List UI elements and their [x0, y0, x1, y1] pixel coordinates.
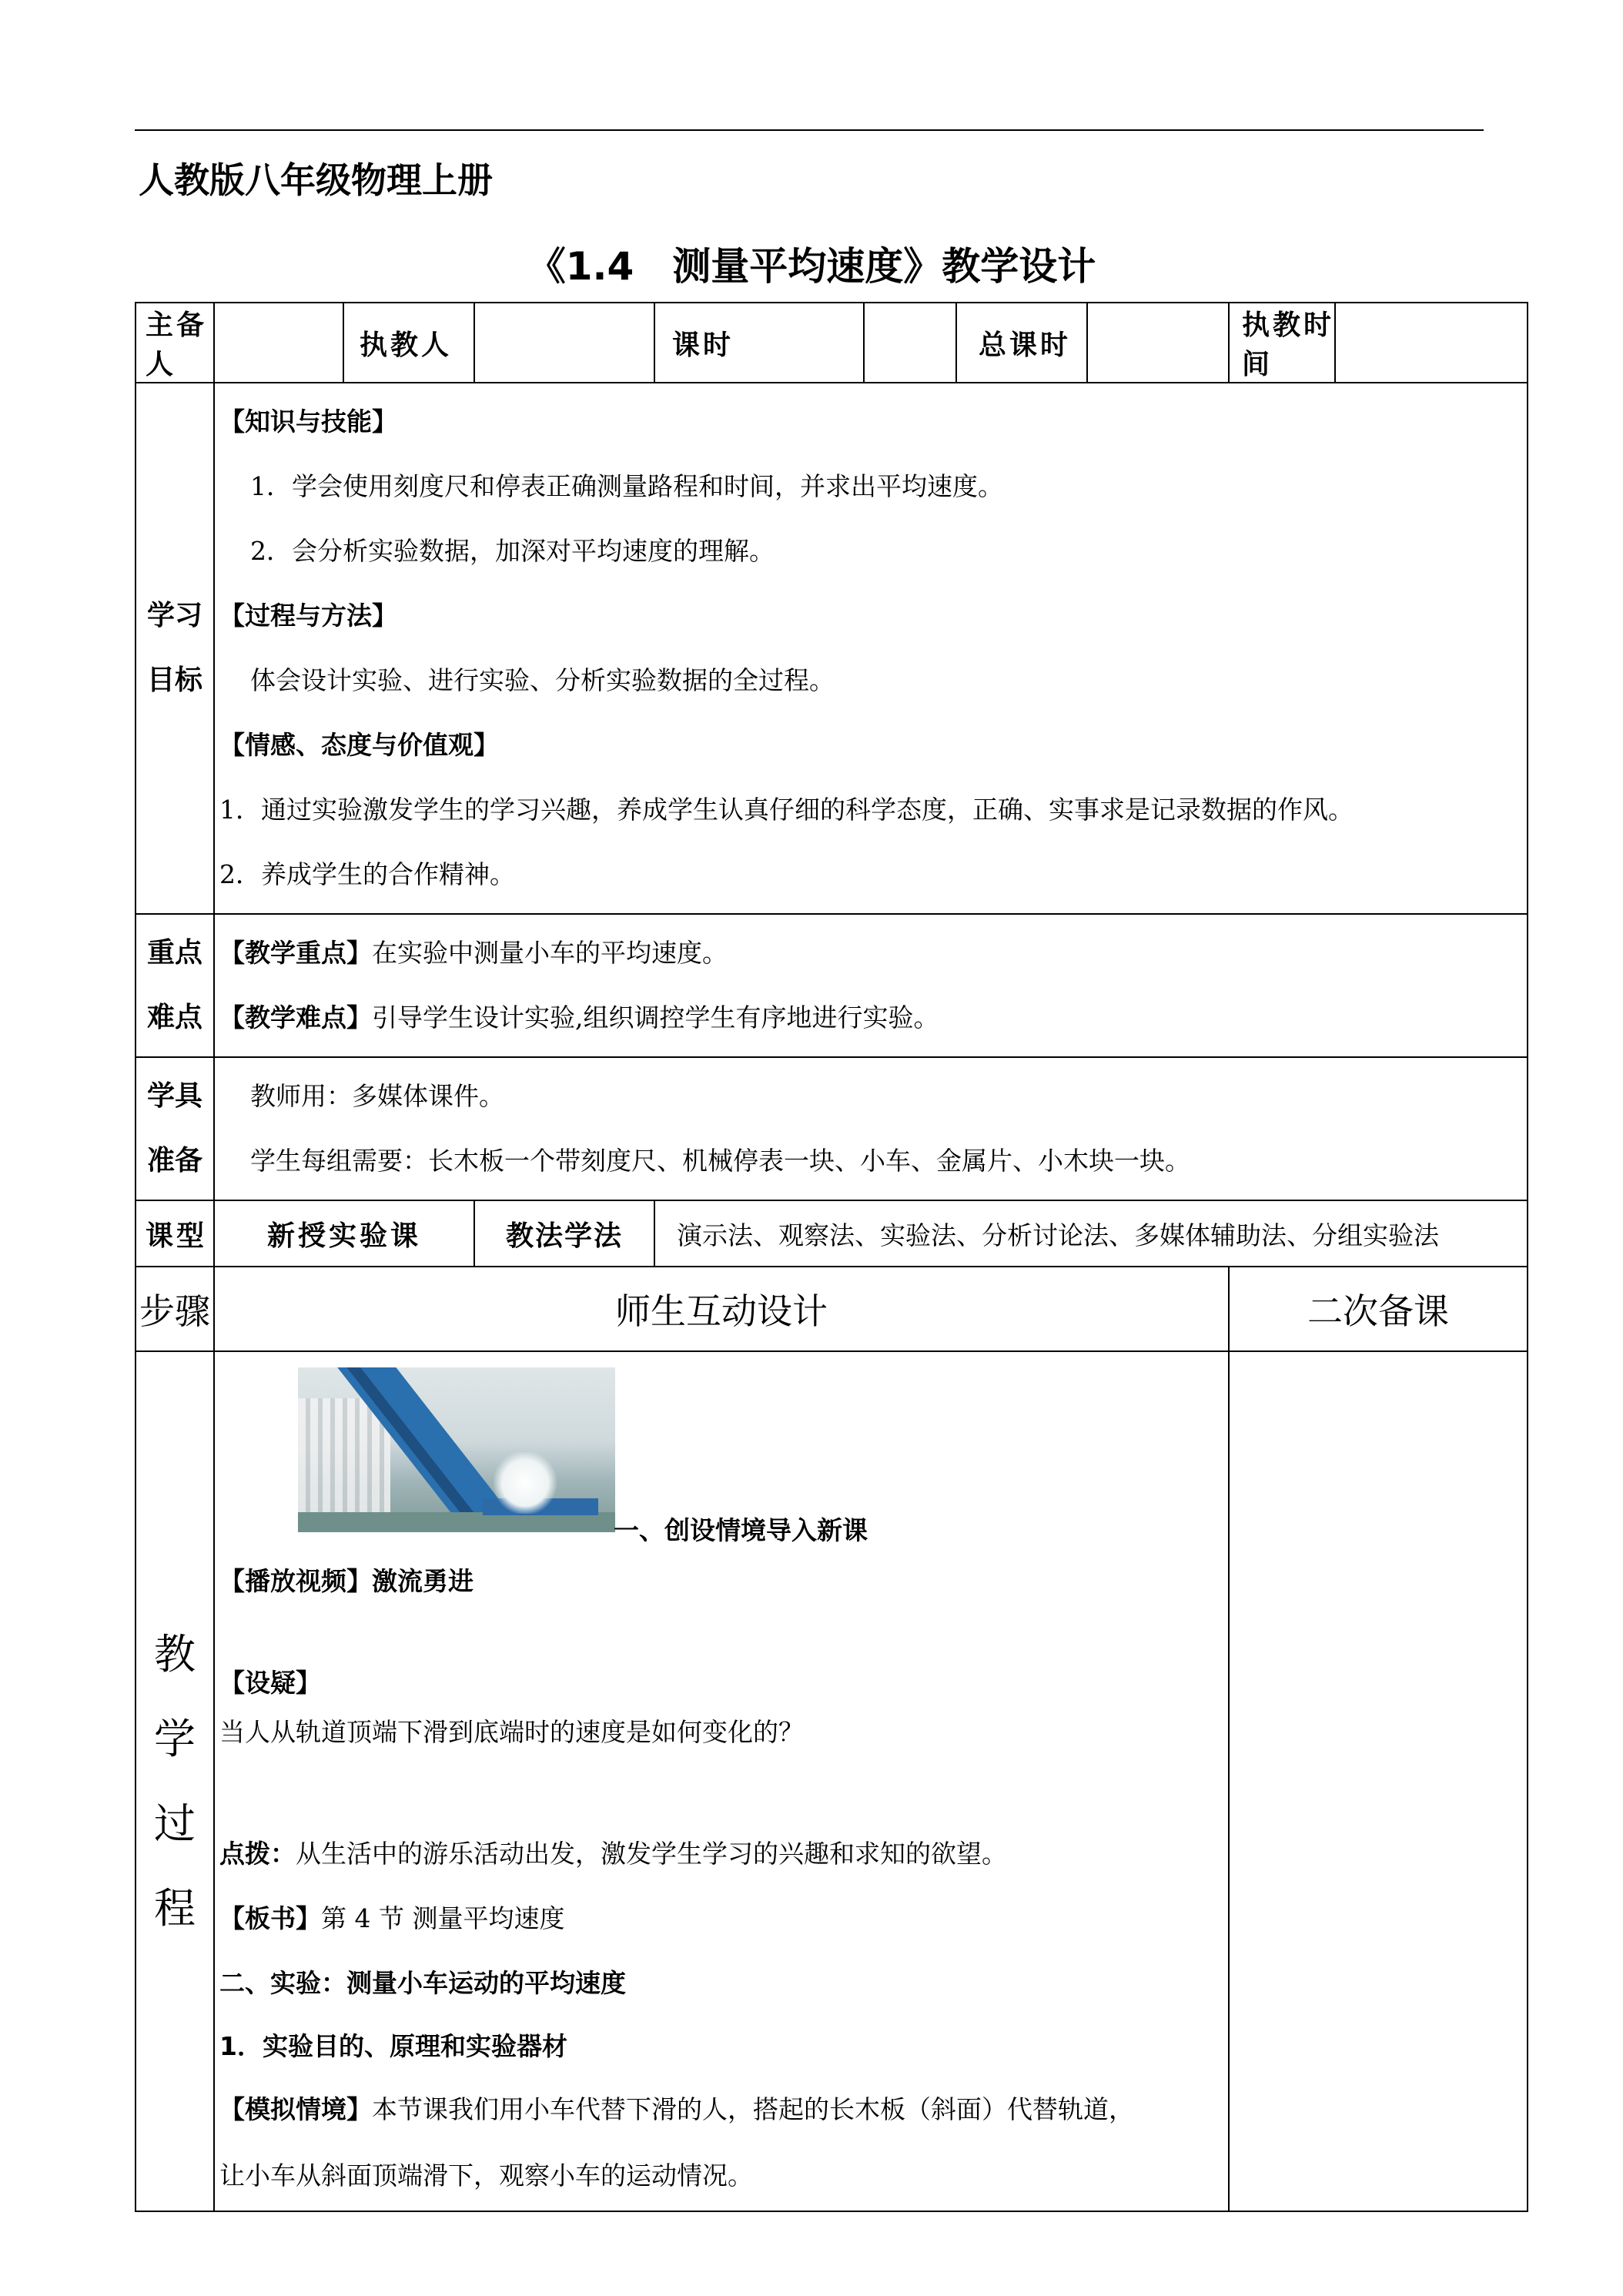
student-materials: 学生每组需要：长木板一个带刻度尺、机械停表一块、小车、金属片、小木块一块。 — [250, 1146, 1190, 1176]
second-prep-header: 二次备课 — [1229, 1267, 1528, 1351]
objectives-content — [214, 383, 1528, 914]
knowledge-item-1: 1．学会使用刻度尺和停表正确测量路程和时间，并求出平均速度。 — [250, 471, 1003, 501]
period-value[interactable] — [864, 303, 956, 383]
process-item-1: 体会设计实验、进行实验、分析实验数据的全过程。 — [250, 665, 835, 695]
sub-section-1: 1．实验目的、原理和实验器材 — [219, 2031, 567, 2061]
knowledge-item-2: 2．会分析实验数据，加深对平均速度的理解。 — [250, 536, 775, 566]
board-line: 【板书】第 4 节 测量平均速度 — [219, 1903, 565, 1933]
time-value[interactable] — [1335, 303, 1528, 383]
section-2-heading: 二、实验：测量小车运动的平均速度 — [219, 1968, 626, 1998]
simulation-line-2: 让小车从斜面顶端滑下，观察小车的运动情况。 — [219, 2160, 753, 2191]
period-label: 课时 — [654, 303, 864, 383]
lesson-type-label: 课型 — [136, 1200, 214, 1267]
emotion-item-2: 2．养成学生的合作精神。 — [219, 859, 515, 889]
water-slide-photo — [298, 1367, 615, 1532]
process-row — [136, 1351, 1528, 2211]
total-period-label: 总课时 — [956, 303, 1087, 383]
video-line: 【播放视频】激流勇进 — [219, 1566, 474, 1596]
materials-content — [214, 1057, 1528, 1200]
total-period-value[interactable] — [1087, 303, 1229, 383]
knowledge-heading: 【知识与技能】 — [219, 407, 397, 437]
second-prep-cell[interactable] — [1229, 1351, 1528, 2211]
document-title: 《1.4 测量平均速度》教学设计 — [527, 244, 1096, 289]
steps-header: 步骤 — [136, 1267, 214, 1351]
lesson-type-value: 新授实验课 — [214, 1200, 474, 1267]
design-header: 师生互动设计 — [214, 1267, 1229, 1351]
series-title: 人教版八年级物理上册 — [139, 159, 493, 201]
method-value: 演示法、观察法、实验法、分析讨论法、多媒体辅助法、分组实验法 — [654, 1200, 1528, 1267]
header-rule — [135, 129, 1484, 131]
hint-line: 点拨：从生活中的游乐活动出发，激发学生学习的兴趣和求知的欲望。 — [219, 1839, 1007, 1869]
key-points-label: 重点 难点 — [136, 914, 214, 1057]
materials-row — [136, 1057, 1528, 1200]
key-point: 【教学重点】在实验中测量小车的平均速度。 — [219, 938, 728, 968]
emotion-heading: 【情感、态度与价值观】 — [219, 730, 499, 760]
key-points-content — [214, 914, 1528, 1057]
time-label: 执教时间 — [1229, 303, 1335, 383]
lesson-plan-table — [135, 302, 1528, 2212]
method-label: 教法学法 — [474, 1200, 654, 1267]
process-heading: 【过程与方法】 — [219, 601, 397, 631]
materials-label: 学具 准备 — [136, 1057, 214, 1200]
section-1-heading: 一、创设情境导入新课 — [614, 1515, 868, 1545]
teacher-materials: 教师用：多媒体课件。 — [250, 1081, 504, 1111]
steps-header-row — [136, 1267, 1528, 1351]
emotion-item-1: 1．通过实验激发学生的学习兴趣，养成学生认真仔细的科学态度，正确、实事求是记录数据的作风。 — [219, 795, 1354, 825]
simulation-line-1: 【模拟情境】本节课我们用小车代替下滑的人，搭起的长木板（斜面）代替轨道， — [219, 2094, 1134, 2124]
teacher-label: 执教人 — [343, 303, 474, 383]
difficult-point: 【教学难点】引导学生设计实验,组织调控学生有序地进行实验。 — [219, 1002, 939, 1033]
key-points-row — [136, 914, 1528, 1057]
objectives-label: 学习 目标 — [136, 383, 214, 914]
objectives-row — [136, 383, 1528, 914]
info-row — [136, 303, 1528, 383]
process-label: 教 学 过 程 — [136, 1351, 214, 2211]
preparer-label: 主备人 — [136, 303, 214, 383]
lesson-type-row — [136, 1200, 1528, 1267]
preparer-value[interactable] — [214, 303, 343, 383]
question-text: 当人从轨道顶端下滑到底端时的速度是如何变化的？ — [219, 1717, 804, 1747]
process-content — [214, 1351, 1229, 2211]
teacher-value[interactable] — [474, 303, 654, 383]
question-tag: 【设疑】 — [219, 1668, 321, 1698]
